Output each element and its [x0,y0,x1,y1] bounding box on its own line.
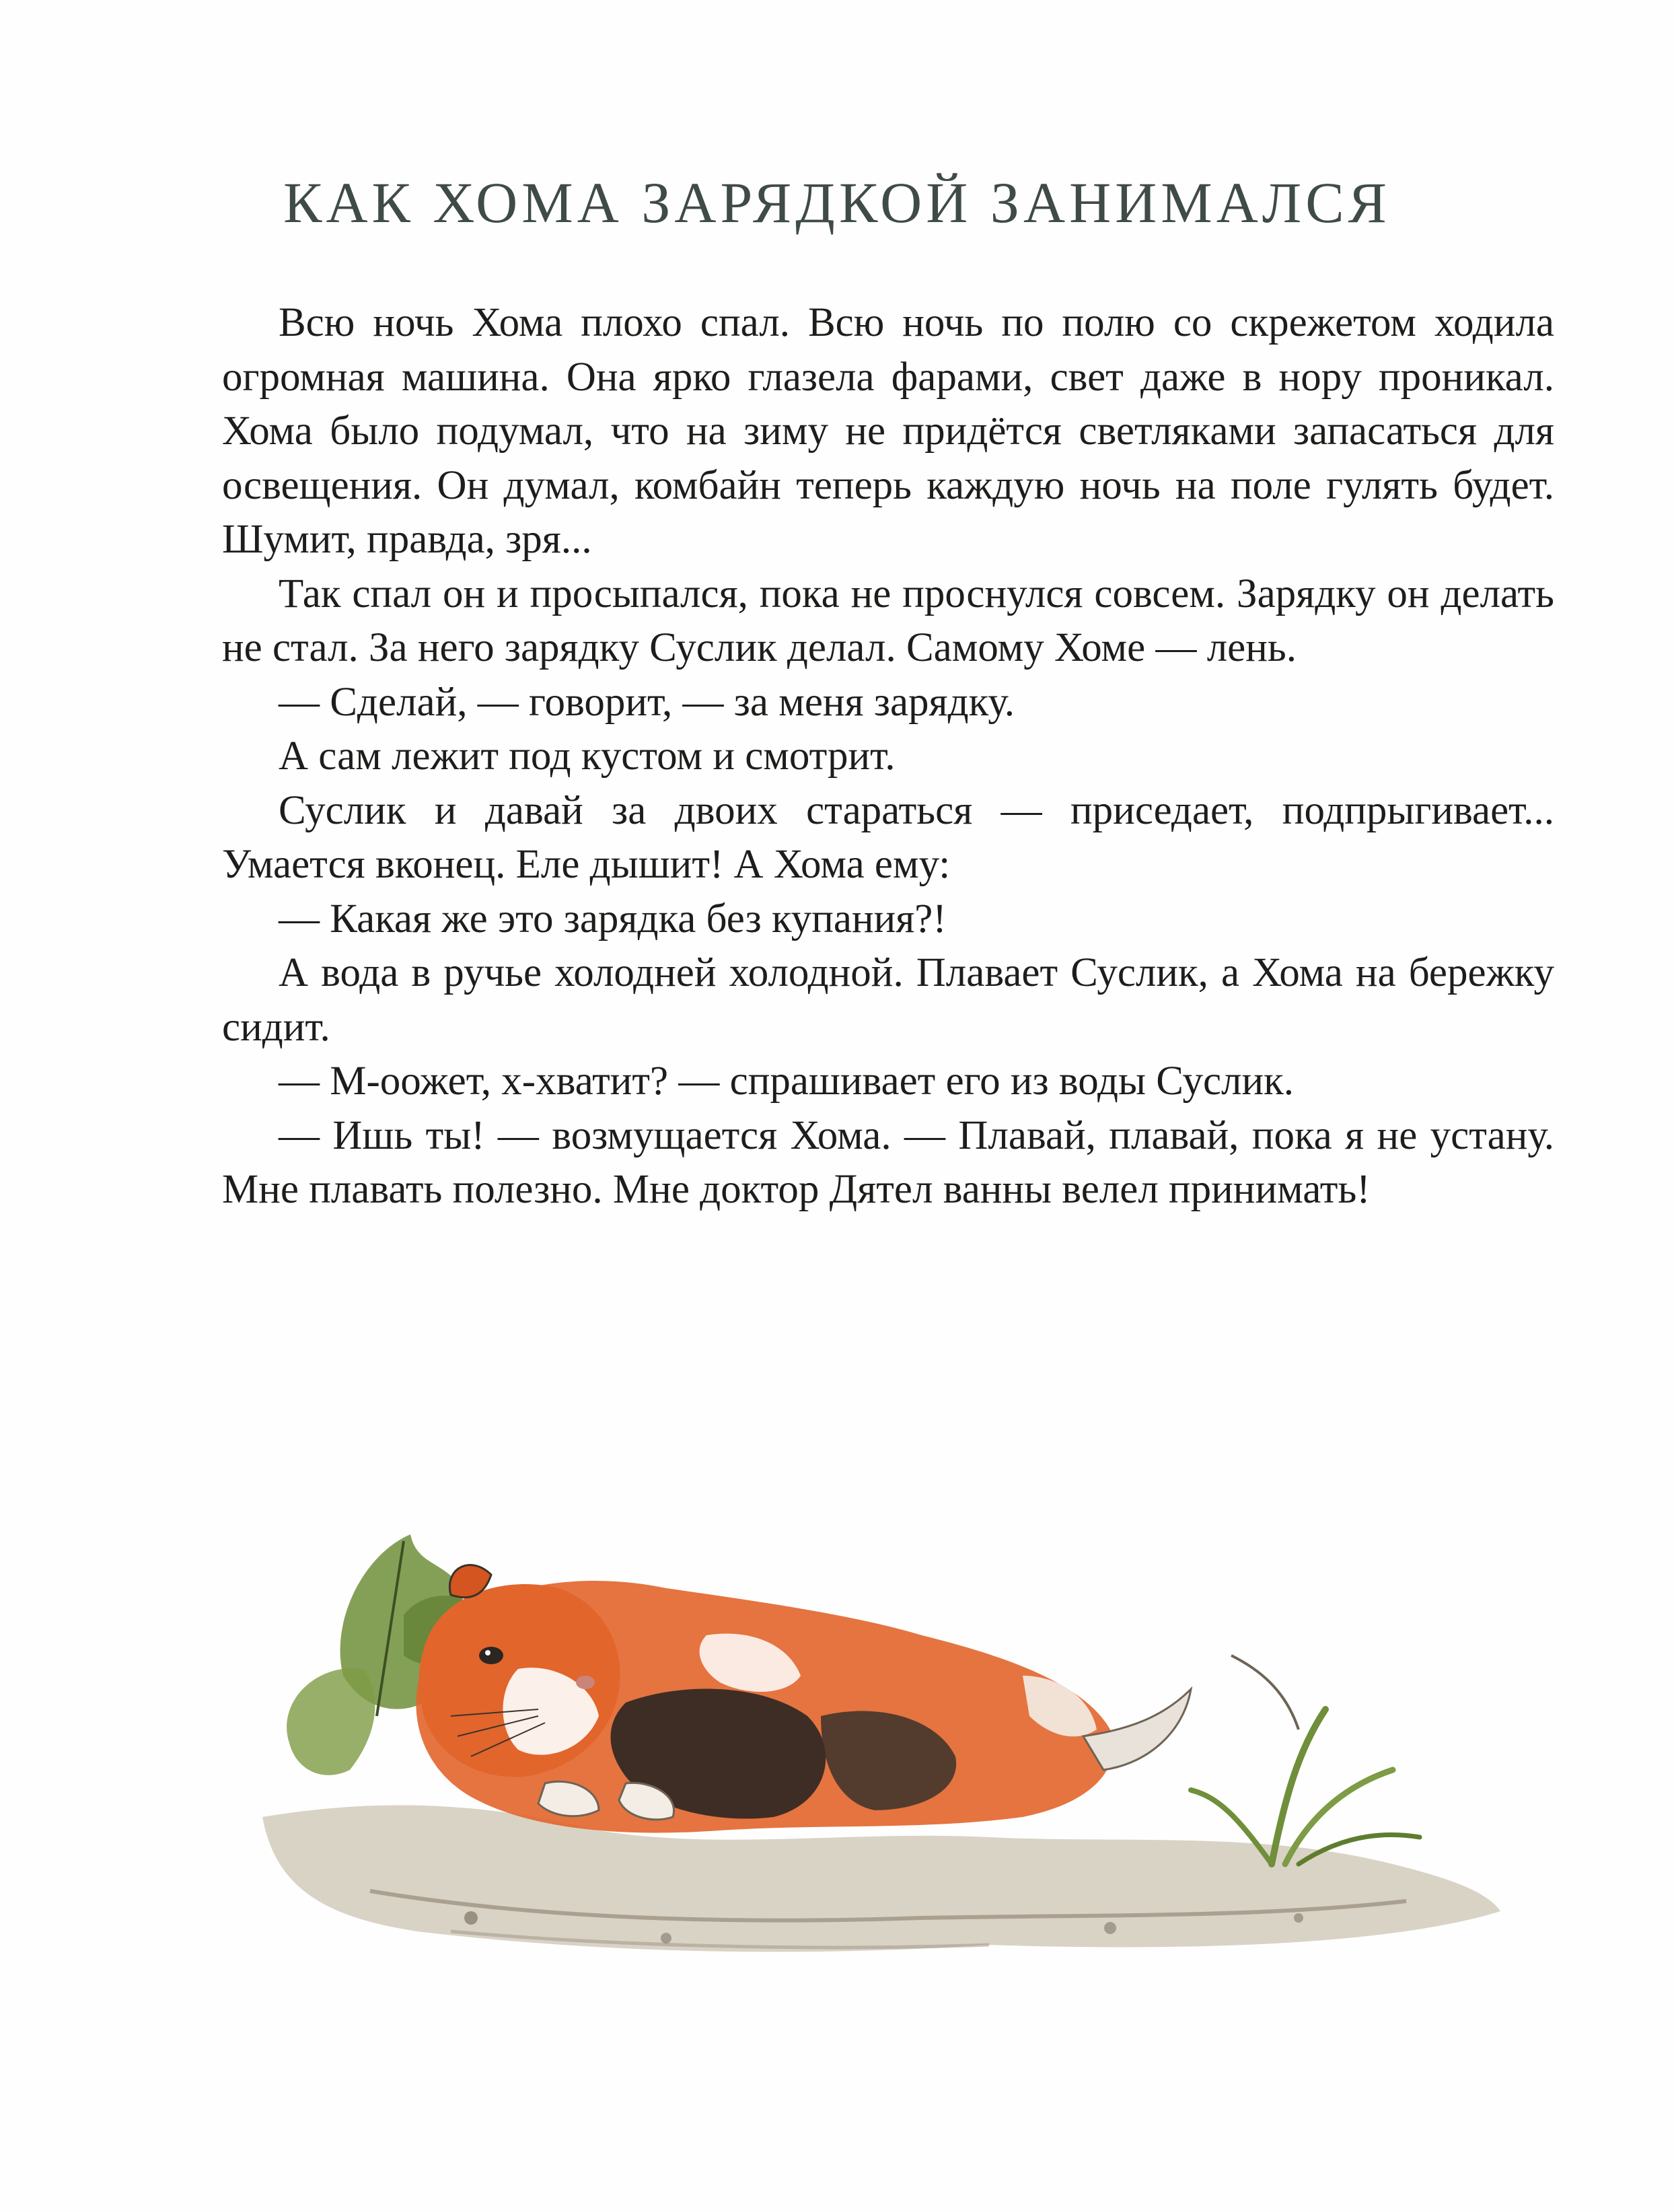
chapter-title: КАК ХОМА ЗАРЯДКОЙ ЗАНИМАЛСЯ [283,170,1391,235]
story-text [222,296,1554,1217]
hamster-illustration [249,1514,1514,1999]
paragraph: Всю ночь Хома плохо спал. Всю ночь по полю со скрежетом ходила огромная машина. Она ярко глазела фарами, свет даже в нору проникал. Хома было подумал, что на зиму не придётся светляками запасаться для освещения. Он думал, комбайн теперь каждую ночь на поле гулять будет. Шумит, правда, зря... [222,300,1554,562]
hamster-illustration-body [416,1565,1191,1833]
paragraph: Так спал он и просыпался, пока не проснулся совсем. Зарядку он делать не стал. За него зарядку Суслик делал. Самому Хоме — лень. [222,571,1554,670]
paragraph: — М-оожет, х-хватит? — спрашивает его из воды Суслик. [279,1059,1295,1104]
ground-illustration [262,1806,1500,1952]
paragraph: А сам лежит под кустом и смотрит. [279,734,896,779]
paragraph: — Ишь ты! — возмущается Хома. — Плавай, плавай, пока я не устану. Мне плавать полезно. Мне доктор Дятел ванны велел принимать! [222,1112,1554,1212]
grass-illustration [1191,1655,1420,1864]
paragraph: — Сделай, — говорит, — за меня зарядку. [279,679,1015,725]
paragraph: Суслик и давай за двоих стараться — приседает, подпрыгивает... Умается вконец. Еле дышит! А Хома ему: [222,787,1554,887]
paragraph: А вода в ручье холодней холодной. Плавает Суслик, а Хома на бережку сидит. [222,950,1554,1050]
paragraph: — Какая же это зарядка без купания?! [279,896,947,941]
